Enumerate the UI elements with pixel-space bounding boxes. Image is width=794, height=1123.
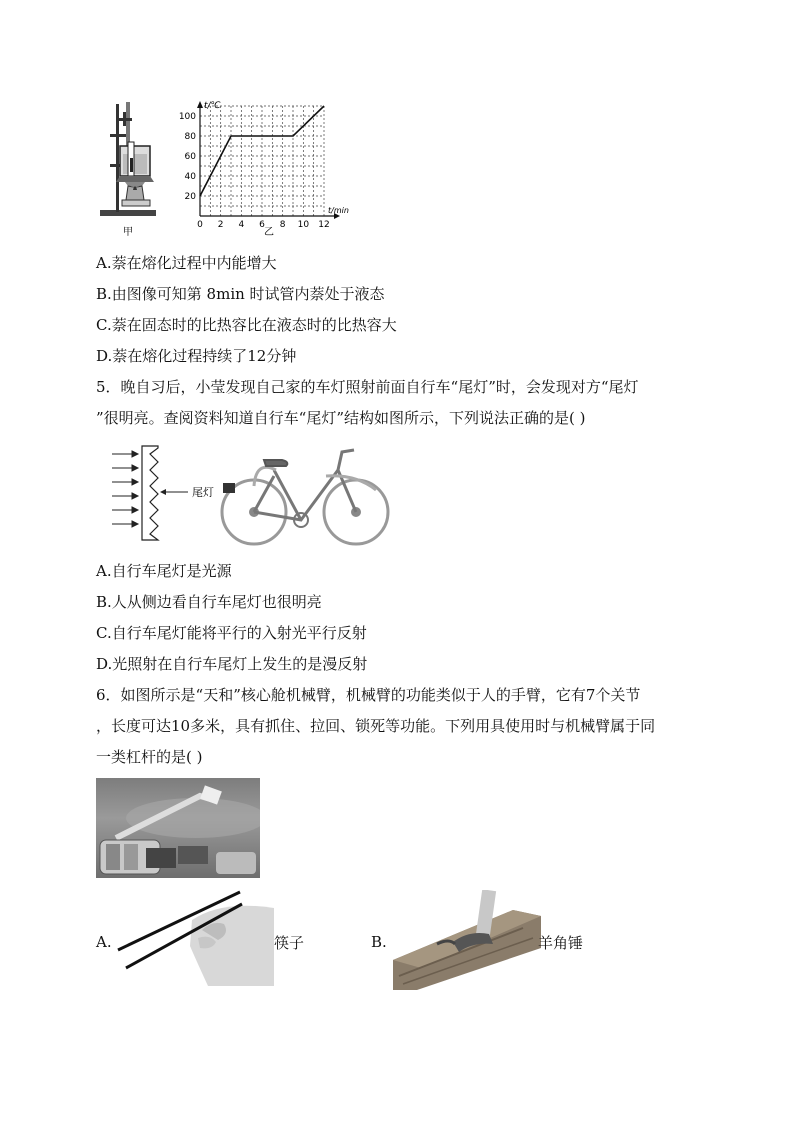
melting-figure-svg xyxy=(96,98,366,240)
y-tick-label: 80 xyxy=(184,132,196,142)
robotic-arm-photo xyxy=(96,778,260,878)
tail-light-figure xyxy=(106,440,396,548)
graph-caption: 乙 xyxy=(264,227,274,238)
q4-option-a: A.萘在熔化过程中内能增大 xyxy=(96,254,277,272)
q6-option-a-letter: A. xyxy=(96,933,112,951)
q5-stem-line2: ”很明亮。查阅资料知道自行车“尾灯”结构如图所示，下列说法正确的是( ) xyxy=(96,409,586,427)
y-tick-label: 100 xyxy=(178,112,196,122)
x-tick-label: 8 xyxy=(279,220,286,230)
q5-option-b: B.人从侧边看自行车尾灯也很明亮 xyxy=(96,593,322,611)
q4-option-d: D.萘在熔化过程持续了12分钟 xyxy=(96,347,297,365)
robotic-arm-svg xyxy=(96,778,260,878)
apparatus-caption: 甲 xyxy=(123,227,133,238)
x-tick-label: 10 xyxy=(297,220,310,230)
q5-stem-line1: 5．晚自习后，小莹发现自己家的车灯照射前面自行车“尾灯”时，会发现对方“尾灯 xyxy=(96,378,639,396)
x-tick-label: 4 xyxy=(238,220,245,230)
y-axis-label: t/℃ xyxy=(204,101,221,111)
q6-stem-line1: 6．如图所示是“天和”核心舱机械臂，机械臂的功能类似于人的手臂，它有7个关节 xyxy=(96,686,641,704)
q6-stem-line2: ，长度可达10多米，具有抓住、拉回、锁死等功能。下列用具使用时与机械臂属于同 xyxy=(96,717,656,735)
q5-option-c: C.自行车尾灯能将平行的入射光平行反射 xyxy=(96,624,367,642)
chopsticks-photo xyxy=(112,890,274,986)
x-tick-label: 0 xyxy=(197,220,203,230)
q6-option-b-label: 羊角锤 xyxy=(538,934,584,952)
claw-hammer-photo xyxy=(393,890,541,990)
q5-option-a: A.自行车尾灯是光源 xyxy=(96,562,232,580)
q4-option-c: C.萘在固态时的比热容比在液态时的比热容大 xyxy=(96,316,397,334)
bicycle-illustration xyxy=(222,450,388,544)
claw-hammer-svg xyxy=(393,890,541,990)
melting-figure xyxy=(96,98,366,240)
reflector-sawtooth xyxy=(142,446,158,540)
q6-option-a-label: 筷子 xyxy=(274,934,305,952)
y-tick-label: 60 xyxy=(184,152,196,162)
x-tick-label: 2 xyxy=(217,220,224,230)
y-tick-label: 40 xyxy=(184,172,196,182)
x-axis-label: t/min xyxy=(328,206,349,215)
temperature-time-graph xyxy=(179,101,349,230)
q6-stem-line3: 一类杠杆的是( ) xyxy=(96,748,203,766)
y-tick-labels xyxy=(179,112,196,202)
q5-option-d: D.光照射在自行车尾灯上发生的是漫反射 xyxy=(96,655,368,673)
tail-light-svg xyxy=(106,440,396,548)
y-tick-label: 20 xyxy=(184,192,196,202)
x-tick-label: 6 xyxy=(259,220,265,230)
chopsticks-svg xyxy=(112,890,274,986)
heating-apparatus-illustration xyxy=(100,102,156,216)
x-tick-label: 12 xyxy=(318,220,330,230)
incident-light-arrows xyxy=(112,451,138,527)
tail-light-label: 尾灯 xyxy=(192,486,214,499)
q4-option-b: B.由图像可知第 8min 时试管内萘处于液态 xyxy=(96,285,385,303)
q6-option-b-letter: B. xyxy=(371,933,387,951)
